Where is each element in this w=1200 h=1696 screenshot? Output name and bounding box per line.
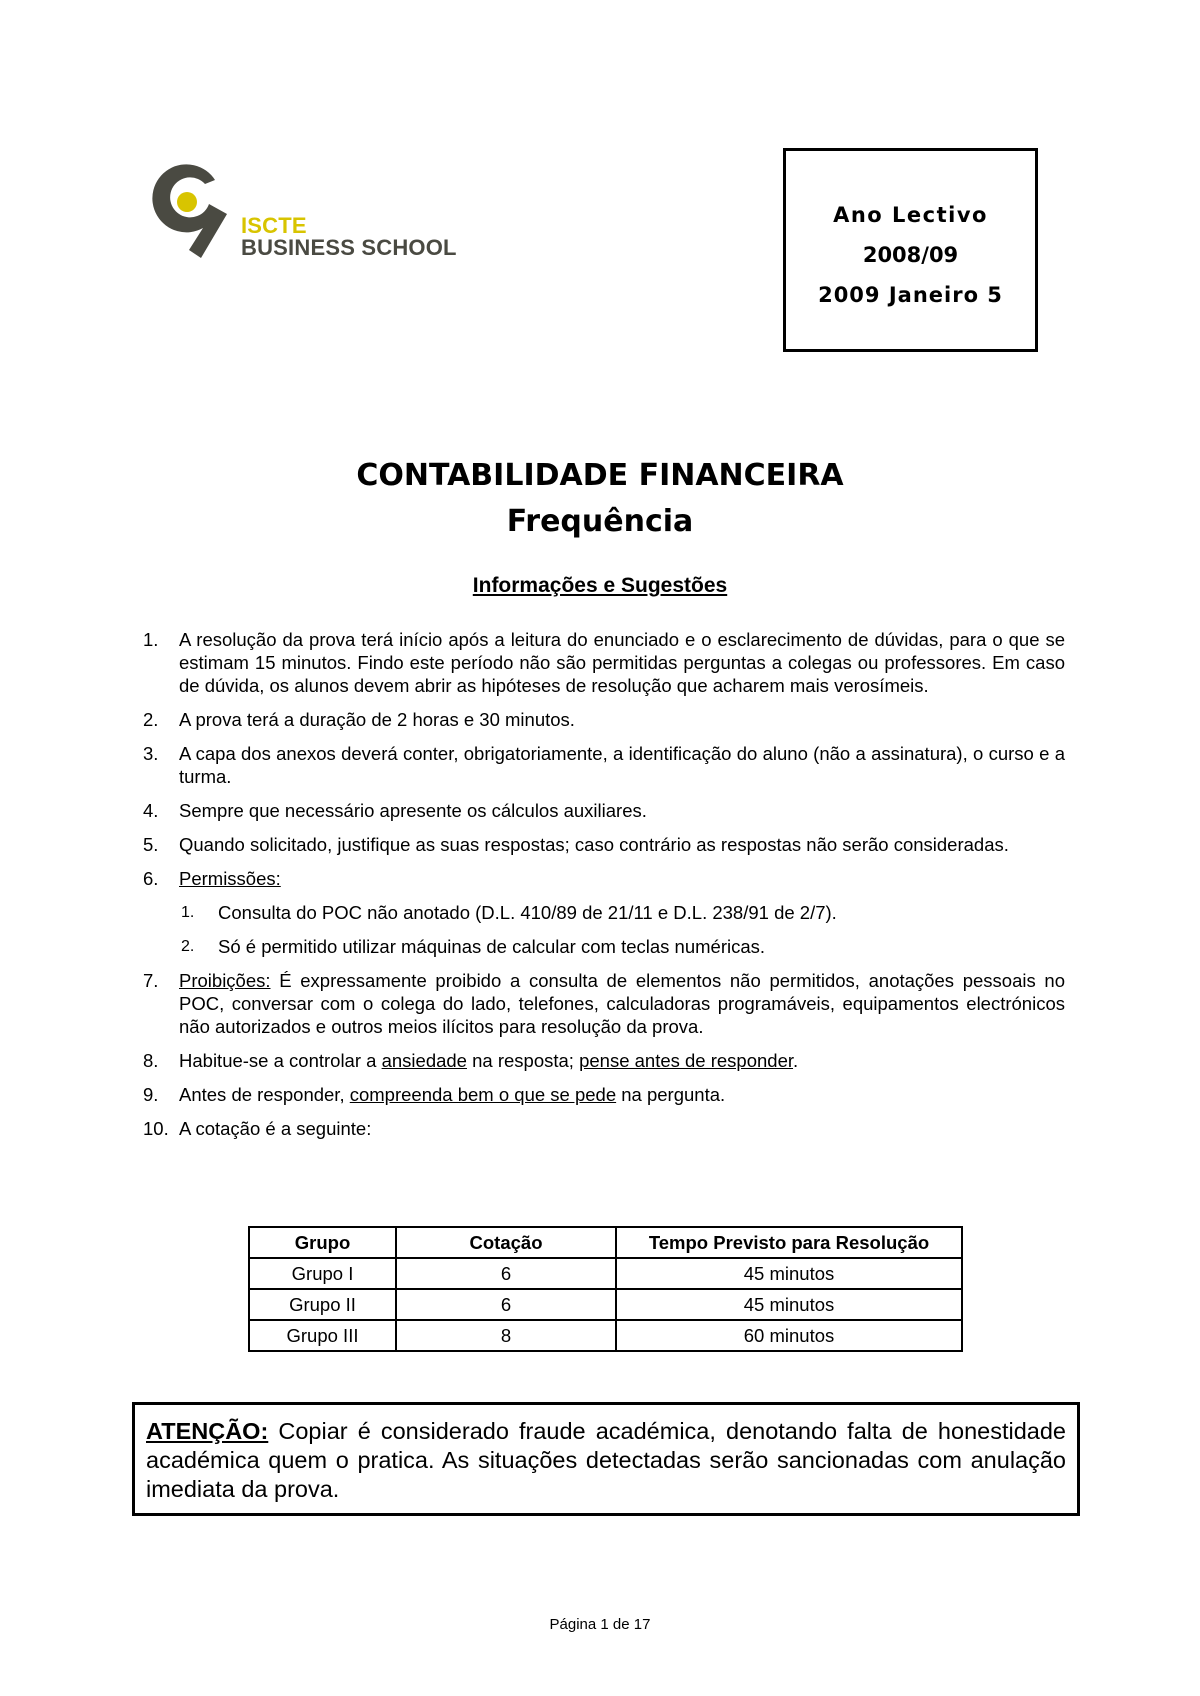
table-header-cell: Cotação <box>396 1227 616 1258</box>
table-cell: Grupo II <box>249 1289 396 1320</box>
sub-item-text: Consulta do POC não anotado (D.L. 410/89 de 21/11 e D.L. 238/91 de 2/7). <box>218 902 837 923</box>
page-subtitle: Frequência <box>506 504 694 539</box>
item-number: 8. <box>143 1050 159 1071</box>
item-text: Sempre que necessário apresente os cálculos auxiliares. <box>179 800 647 821</box>
list-item <box>143 1083 1065 1106</box>
logo-line-iscte: ISCTE <box>241 213 307 238</box>
item-number: 7. <box>143 970 159 991</box>
list-item <box>143 867 1065 890</box>
underlined-text: pense antes de responder <box>579 1050 794 1071</box>
table-row <box>249 1258 962 1289</box>
table-cell: 6 <box>396 1289 616 1320</box>
item-number: 10. <box>143 1118 169 1139</box>
table-header-cell: Grupo <box>249 1227 396 1258</box>
sub-item-number: 1. <box>181 904 195 921</box>
item-number: 9. <box>143 1084 159 1105</box>
list-item <box>143 969 1065 1038</box>
iscte-logo <box>143 158 473 268</box>
item-text: na pergunta. <box>616 1084 726 1105</box>
table-header-row <box>249 1227 962 1258</box>
item-number: 5. <box>143 834 159 855</box>
item-text: Quando solicitado, justifique as suas respostas; caso contrário as respostas não serão consideradas. <box>179 834 1009 855</box>
sub-list-item <box>143 935 1065 958</box>
instructions-list <box>143 628 1065 1151</box>
attention-text: Copiar é considerado fraude académica, denotando falta de honestidade académica quem o pratica. As situações detectadas serão sancionadas com anulação imediata da prova. <box>146 1418 1066 1502</box>
year-box-year: 2008/09 <box>862 243 959 267</box>
item-number: 1. <box>143 629 159 650</box>
item-text: A cotação é a seguinte: <box>179 1118 372 1139</box>
prohibitions-label: Proibições: <box>179 970 271 991</box>
item-text: É expressamente proibido a consulta de elementos não permitidos, anotações pessoais no POC, conversar com o colega do lado, telefones, calculadoras programáveis, equipamentos electrónicos não autorizados e outros meios ilícitos para resolução da prova. <box>179 970 1065 1037</box>
underlined-text: ansiedade <box>381 1050 467 1071</box>
list-item <box>143 1049 1065 1072</box>
logo-line-business-school: BUSINESS SCHOOL <box>241 235 457 260</box>
section-heading: Informações e Sugestões <box>472 574 728 597</box>
sub-list-item <box>143 901 1065 924</box>
item-text: . <box>793 1050 799 1071</box>
attention-label: ATENÇÃO: <box>146 1418 269 1444</box>
permissions-label: Permissões: <box>179 868 281 889</box>
item-number: 4. <box>143 800 159 821</box>
table-header-cell: Tempo Previsto para Resolução <box>616 1227 962 1258</box>
attention-notice <box>132 1402 1080 1516</box>
table-row <box>249 1289 962 1320</box>
item-text: Habitue-se a controlar a <box>179 1050 382 1071</box>
item-text: A capa dos anexos deverá conter, obrigatoriamente, a identificação do aluno (não a assinatura), o curso e a turma. <box>179 743 1065 787</box>
list-item <box>143 628 1065 697</box>
list-item <box>143 708 1065 731</box>
list-item <box>143 833 1065 856</box>
list-item <box>143 799 1065 822</box>
list-item <box>143 1117 1065 1140</box>
grading-table <box>248 1226 963 1352</box>
item-number: 6. <box>143 868 159 889</box>
table-cell: 8 <box>396 1320 616 1351</box>
year-box-date: 2009 Janeiro 5 <box>818 283 1003 307</box>
list-item <box>143 742 1065 788</box>
year-box-label: Ano Lectivo <box>833 203 988 227</box>
table-cell: 45 minutos <box>616 1289 962 1320</box>
table-cell: 60 minutos <box>616 1320 962 1351</box>
page-title: CONTABILIDADE FINANCEIRA <box>356 458 844 493</box>
iscte-logo-mark-icon <box>143 158 239 258</box>
academic-year-box <box>783 148 1038 352</box>
item-text: Antes de responder, <box>179 1084 350 1105</box>
item-text: A prova terá a duração de 2 horas e 30 minutos. <box>179 709 575 730</box>
item-number: 3. <box>143 743 159 764</box>
table-cell: 45 minutos <box>616 1258 962 1289</box>
item-number: 2. <box>143 709 159 730</box>
table-row <box>249 1320 962 1351</box>
sub-item-number: 2. <box>181 938 195 955</box>
table-cell: Grupo III <box>249 1320 396 1351</box>
table-cell: Grupo I <box>249 1258 396 1289</box>
underlined-text: compreenda bem o que se pede <box>349 1084 617 1105</box>
table-cell: 6 <box>396 1258 616 1289</box>
sub-item-text: Só é permitido utilizar máquinas de calcular com teclas numéricas. <box>218 936 766 957</box>
page-number-footer: Página 1 de 17 <box>549 1616 651 1633</box>
item-text: na resposta; <box>466 1050 580 1071</box>
item-text: A resolução da prova terá início após a leitura do enunciado e o esclarecimento de dúvidas, para o que se estimam 15 minutos. Findo este período não são permitidas perguntas a colegas ou professores. Em caso de dúvida, os alunos devem abrir as hipóteses de resolução que acharem mais verosímeis. <box>179 629 1065 696</box>
